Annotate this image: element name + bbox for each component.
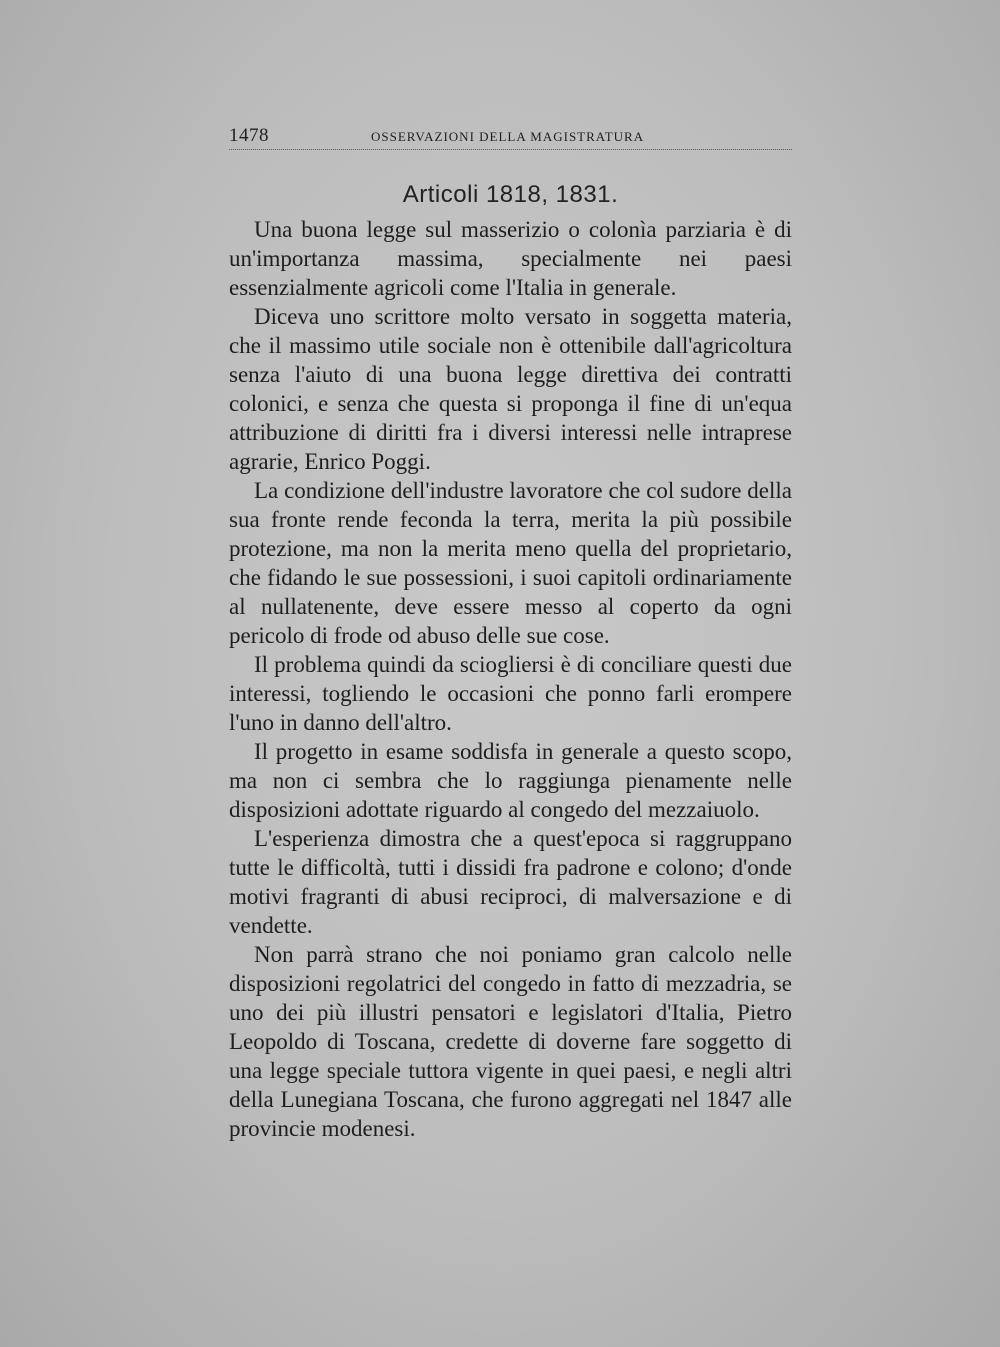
paragraph-2: Diceva uno scrittore molto versato in soggetta materia, che il massimo utile sociale non è ottenibile dall'agricoltura senza l'aiuto di una buona legge direttiva dei contratti colonici, e senza che questa si proponga il fine di un'equa attribuzione di diritti fra i diversi interessi nelle intraprese agrarie, Enrico Poggi.: [229, 304, 792, 474]
paragraph-3: La condizione dell'industre lavoratore che col sudore della sua fronte rende feconda la terra, merita la più possibile protezione, ma non la merita meno quella del proprietario, che fidando le sue possessioni, i suoi capitoli ordinariamente al nullatenente, deve essere messo al coperto da ogni pericolo di frode od abuso delle sue cose.: [229, 478, 792, 648]
paragraph-4: Il problema quindi da sciogliersi è di conciliare questi due interessi, togliendo le occasioni che ponno farli erompere l'uno in danno dell'altro.: [229, 652, 792, 735]
page-header: [229, 125, 792, 150]
body-text: [229, 215, 792, 1143]
paragraph-7: Non parrà strano che noi poniamo gran calcolo nelle disposizioni regolatrici del congedo in fatto di mezzadria, se uno dei più illustri pensatori e legislatori d'Italia, Pietro Leopoldo di Toscana, credette di doverne fare soggetto di una legge speciale tuttora vigente in quei paesi, e negli altri della Lunegiana Toscana, che furono aggregati nel 1847 alle provincie modenesi.: [229, 942, 792, 1141]
paragraph-5: Il progetto in esame soddisfa in generale a questo scopo, ma non ci sembra che lo raggiunga pienamente nelle disposizioni adottate riguardo al congedo del mezzaiuolo.: [229, 739, 792, 822]
page-number: 1478: [229, 125, 269, 146]
section-heading: Articoli 1818, 1831.: [402, 181, 619, 208]
paragraph-6: L'esperienza dimostra che a quest'epoca si raggruppano tutte le difficoltà, tutti i dissidi fra padrone e colono; d'onde motivi fragranti di abusi reciproci, di malversazione e di vendette.: [229, 826, 792, 938]
running-title: OSSERVAZIONI DELLA MAGISTRATURA: [371, 129, 645, 144]
paragraph-1: Una buona legge sul masserizio o colonìa parziaria è di un'importanza massima, specialmente nei paesi essenzialmente agricoli come l'Italia in generale.: [229, 217, 792, 300]
